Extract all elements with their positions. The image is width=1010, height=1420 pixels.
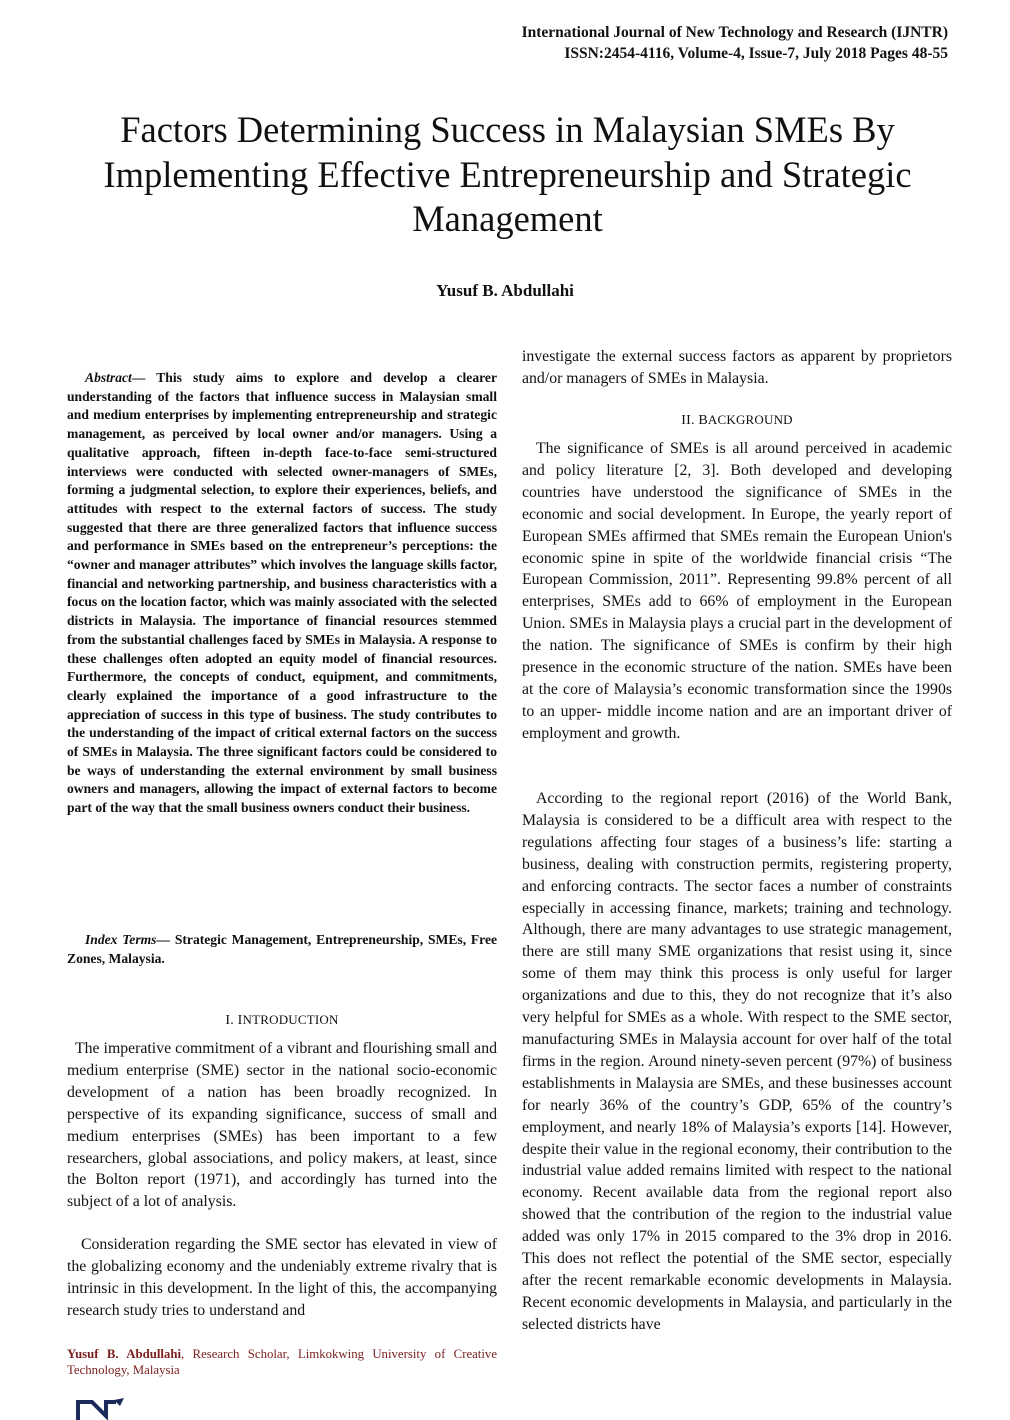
index-terms xyxy=(67,931,497,968)
index-terms-text: Strategic Management, Entrepreneurship, SMEs, Free Zones, Malaysia. xyxy=(67,932,498,966)
intro-continuation: investigate the external success factors as apparent by proprietors and/or managers of SMEs in Malaysia. xyxy=(522,348,952,387)
abstract-text: This study aims to explore and develop a clearer understanding of the factors that influence success in Malaysian small and medium enterprises by implementing entrepreneurship and strategic management, as perceived by local owner and/or managers. Using a qualitative approach, fifteen in-depth face-to-face semi-structured interviews were conducted with selected owner-managers of SMEs, forming a judgmental selection, to explore their experiences, beliefs, and attitudes with respect to the external factors of success. The study suggested that there are three generalized factors that influence success and performance in SMEs based on the entrepreneur’s perceptions: the “owner and manager attributes” which involves the language skills factor, financial and networking partnership, and business characteristics with a focus on the location factor, which was mainly associated with the selected districts in Malaysia. The importance of financial resources stemmed from the substantial challenges faced by SMEs in Malaysia. A response to these challenges often adopted an equity model of financial resources. Furthermore, the concepts of conduct, equipment, and commitments, clearly explained the importance of a good infrastructure to the appreciation of success in this type of business. The study contributes to the understanding of the impact of critical external factors on the success of SMEs in Malaysia. The three significant factors could be considered to be ways of understanding the external environment by small business owners and managers, allowing the impact of external factors to become part of the way that the small business owners conduct their business. xyxy=(67,370,497,816)
journal-header xyxy=(522,22,948,64)
paper-title: Factors Determining Success in Malaysian SMEs By Implementing Effective Entrepreneurship and Strategic Management xyxy=(103,109,912,239)
abstract xyxy=(67,369,497,818)
intro-paragraph-1: The imperative commitment of a vibrant and flourishing small and medium enterprise (SME) sector in the national socio-economic development of a nation has been broadly recognized. In perspective of its expanding significance, success of small and medium enterprises (SMEs) has been important to a few researchers, global associations, and policy makers, at least, since the Bolton report (1971), and accordingly has turned into the subject of a lot of analysis. xyxy=(67,1040,497,1211)
section-heading-introduction: I. INTRODUCTION xyxy=(225,1012,339,1028)
journal-logo-icon xyxy=(76,1398,128,1420)
footnote-name: Yusuf B. Abdullahi xyxy=(67,1347,182,1361)
background-paragraph-2: According to the regional report (2016) of the World Bank, Malaysia is considered to be a difficult area with respect to the regulations affecting four stages of a business’s life: starting a business, dealing with construction permits, registering property, and enforcing contracts. The sector faces a number of constraints especially in accessing finance, markets; training and technology. Although, there are many advantages to use strategic management, there are still many SME organizations that resist using it, since some of them may think this process is only useful for larger organizations and due to this, they do not recognize that it’s also very helpful for SMEs as a whole. With respect to the SME sector, manufacturing SMEs in Malaysia account for over half of the total firms in the region. Around ninety-seven percent (97%) of business establishments in Malaysia are SMEs, and these businesses account for nearly 36% of the country’s GDP, 65% of the country’s employment, and nearly 18% of Malaysia’s exports [14]. However, despite their value in the regional economy, their contribution to the industrial value added remains limited with respect to the national economy. Recent available data from the regional report also showed that the contribution of the region to the industrial value added was only 17% in 2015 compared to the 3% drop in 2016. This does not reflect the potential of the SME sector, especially after the recent remarkable economic developments in Malaysia. Recent economic developments in Malaysia, and particularly in the selected districts have xyxy=(522,790,952,1333)
intro-paragraph-2: Consideration regarding the SME sector has elevated in view of the globalizing economy and the undeniably extreme rivalry that is intrinsic in this development. In the light of this, the accompanying research study tries to understand and xyxy=(67,1236,497,1319)
paper-author: Yusuf B. Abdullahi xyxy=(436,281,574,300)
abstract-label: Abstract— xyxy=(85,370,146,385)
section-heading-background: II. BACKGROUND xyxy=(681,412,793,428)
footnote-affiliation: , Research Scholar, Limkokwing University of Creative Technology, Malaysia xyxy=(67,1347,498,1377)
author-footnote xyxy=(67,1346,497,1378)
index-terms-label: Index Terms— xyxy=(85,932,171,947)
background-paragraph-1: The significance of SMEs is all around perceived in academic and policy literature [2, 3]. Both developed and developing countries have understood the significance of SMEs in the economic and social development. In Europe, the yearly report of European SMEs affirmed that SMEs remain the European Union's economic spine in spite of the worldwide financial crisis “The European Commission, 2011”. Representing 99.8% percent of all enterprises, SMEs add to 66% of employment in the European Union. SMEs in Malaysia plays a crucial part in the development of the nation. The significance of SMEs is confirm by their high presence in the economic structure of the nation. SMEs have been at the core of Malaysia’s economic transformation since the 1990s to an upper- middle income nation and are an important driver of employment and growth. xyxy=(522,440,952,742)
journal-name: International Journal of New Technology and Research (IJNTR) xyxy=(521,24,948,41)
journal-issue: ISSN:2454-4116, Volume-4, Issue-7, July 2018 Pages 48-55 xyxy=(564,45,948,62)
